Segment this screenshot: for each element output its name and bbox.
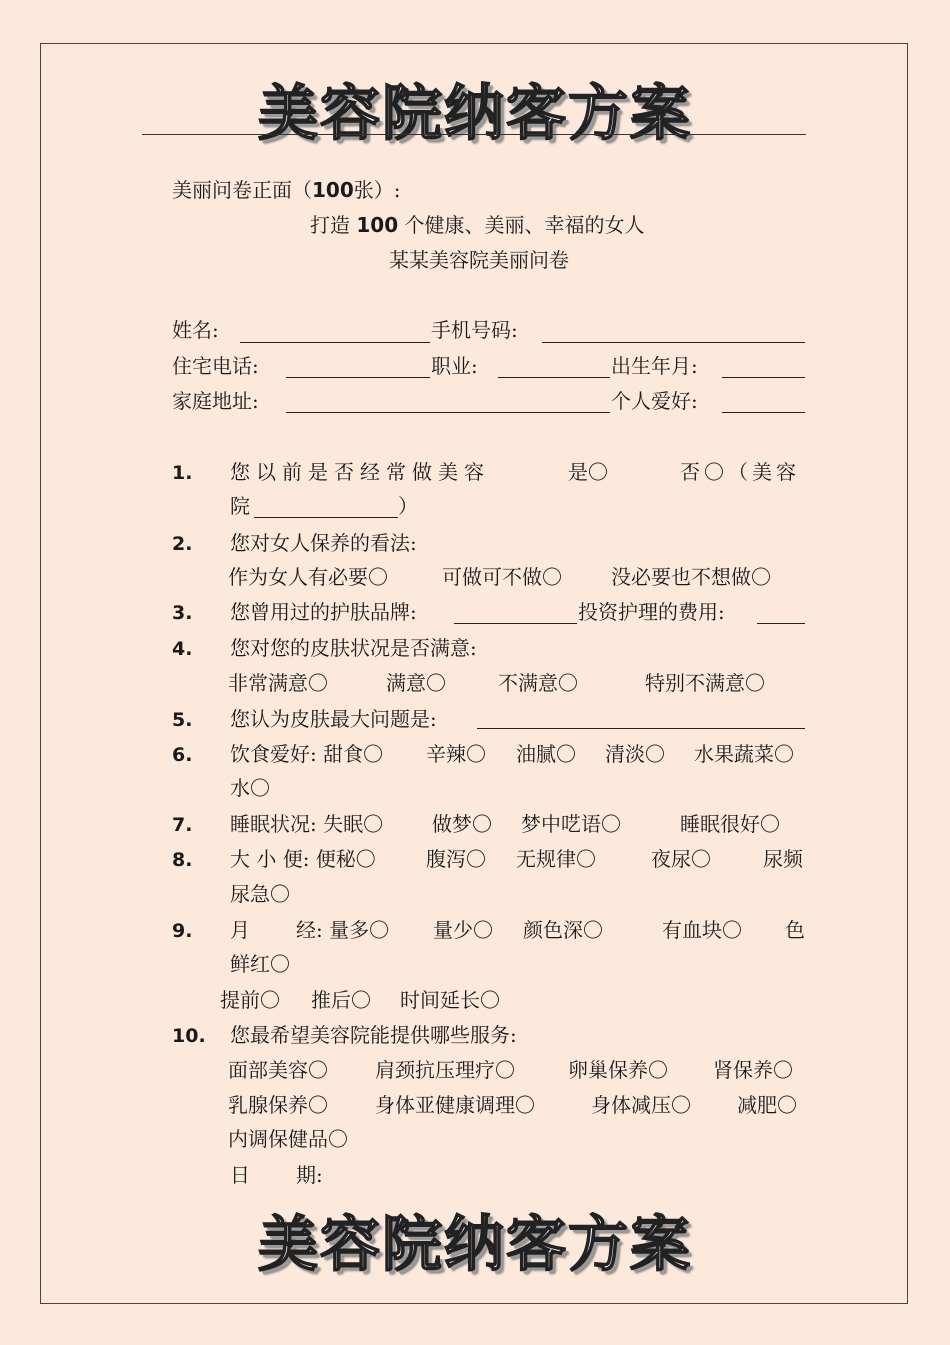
- intro-text-a: 美丽问卷正面（: [172, 178, 312, 202]
- q4-text: 您对您的皮肤状况是否满意:: [230, 636, 477, 660]
- name-field[interactable]: [240, 342, 430, 343]
- q10-number: 10.: [172, 1025, 206, 1047]
- q4-option-4[interactable]: 特别不满意〇: [645, 671, 765, 695]
- q6-text[interactable]: 饮食爱好: 甜食〇: [230, 742, 384, 766]
- q9-text[interactable]: 经: 量多〇: [296, 918, 390, 942]
- slogan: [310, 213, 644, 237]
- job-label: 职业:: [431, 354, 478, 378]
- date-label-a: 日: [230, 1163, 250, 1187]
- birth-field[interactable]: [722, 377, 805, 378]
- q8-option-nocturia[interactable]: 夜尿〇: [651, 847, 711, 871]
- q10-option-subhealth[interactable]: 身体亚健康调理〇: [375, 1093, 535, 1117]
- q6-option-greasy[interactable]: 油腻〇: [516, 742, 576, 766]
- q10-option-stress[interactable]: 身体减压〇: [591, 1093, 691, 1117]
- q9-option-clots[interactable]: 有血块〇: [662, 918, 742, 942]
- q10-option-ovary[interactable]: 卵巢保养〇: [568, 1058, 668, 1082]
- q5-number: 5.: [172, 709, 193, 731]
- q10-text: 您最希望美容院能提供哪些服务:: [230, 1023, 517, 1047]
- q7-option-talk[interactable]: 梦中呓语〇: [521, 812, 621, 836]
- q8-option-diarrhea[interactable]: 腹泻〇: [426, 847, 486, 871]
- q3-cost-label: 投资护理的费用:: [578, 600, 725, 624]
- q8-option-frequent: 尿频: [763, 847, 803, 871]
- q8-option-irregular[interactable]: 无规律〇: [516, 847, 596, 871]
- q1-salon-field[interactable]: [254, 517, 398, 518]
- q8-option-urgent[interactable]: 尿急〇: [230, 882, 290, 906]
- q9-option-late[interactable]: 推后〇: [311, 988, 371, 1012]
- q7-number: 7.: [172, 814, 193, 836]
- birth-label: 出生年月:: [611, 354, 698, 378]
- q7-option-dream[interactable]: 做梦〇: [432, 812, 492, 836]
- q1-text: 您以前是否经常做美容: [230, 460, 490, 484]
- q8-number: 8.: [172, 849, 193, 871]
- address-field[interactable]: [286, 412, 610, 413]
- footer-title: 美容院纳客方案: [258, 1210, 692, 1280]
- mobile-field[interactable]: [542, 342, 805, 343]
- q3-number: 3.: [172, 602, 193, 624]
- hobby-label: 个人爱好:: [611, 389, 698, 413]
- q6-number: 6.: [172, 744, 193, 766]
- q2-text: 您对女人保养的看法:: [230, 531, 417, 555]
- title-underline: [142, 134, 806, 135]
- q6-option-spicy[interactable]: 辛辣〇: [426, 742, 486, 766]
- q9-option-bright-red[interactable]: 鲜红〇: [230, 952, 290, 976]
- q6-option-light[interactable]: 清淡〇: [605, 742, 665, 766]
- q9-option-dark[interactable]: 颜色深〇: [523, 918, 603, 942]
- hobby-field[interactable]: [722, 412, 805, 413]
- q10-option-neck[interactable]: 肩颈抗压理疗〇: [375, 1058, 515, 1082]
- q10-option-facial[interactable]: 面部美容〇: [228, 1058, 328, 1082]
- address-label: 家庭地址:: [172, 389, 259, 413]
- q5-answer-field[interactable]: [477, 728, 805, 729]
- q10-option-kidney[interactable]: 肾保养〇: [713, 1058, 793, 1082]
- q3-cost-field[interactable]: [757, 623, 805, 624]
- q1-continuation: 院: [230, 494, 250, 518]
- q1-number: 1.: [172, 462, 193, 484]
- date-label-b: 期:: [296, 1163, 323, 1187]
- q6-option-water[interactable]: 水〇: [230, 776, 270, 800]
- q10-option-breast[interactable]: 乳腺保养〇: [228, 1093, 328, 1117]
- q9-option-prolonged[interactable]: 时间延长〇: [400, 988, 500, 1012]
- q9-option-less[interactable]: 量少〇: [433, 918, 493, 942]
- name-label: 姓名:: [172, 318, 219, 342]
- q2-option-2[interactable]: 可做可不做〇: [442, 565, 562, 589]
- slogan-b: 个健康、美丽、幸福的女人: [404, 213, 645, 237]
- q8-text[interactable]: 大 小 便: 便秘〇: [230, 847, 376, 871]
- q1-no-option[interactable]: 否〇（美容: [680, 460, 800, 484]
- q9-color-start: 色: [785, 918, 805, 942]
- slogan-a: 打造: [310, 213, 350, 237]
- home-phone-label: 住宅电话:: [172, 354, 259, 378]
- intro-count: 100: [312, 178, 354, 202]
- q7-option-good[interactable]: 睡眠很好〇: [680, 812, 780, 836]
- q7-text[interactable]: 睡眠状况: 失眠〇: [230, 812, 384, 836]
- q2-number: 2.: [172, 533, 193, 555]
- q1-close-paren: ）: [398, 494, 418, 518]
- q3-brand-field[interactable]: [454, 623, 577, 624]
- mobile-label: 手机号码:: [431, 318, 518, 342]
- q2-option-1[interactable]: 作为女人有必要〇: [228, 565, 388, 589]
- home-phone-field[interactable]: [286, 377, 430, 378]
- job-field[interactable]: [498, 377, 610, 378]
- slogan-count: 100: [356, 213, 399, 237]
- intro-text-b: 张）:: [353, 178, 401, 202]
- q10-option-supplement[interactable]: 内调保健品〇: [228, 1127, 348, 1151]
- q10-option-slim[interactable]: 减肥〇: [737, 1093, 797, 1117]
- questionnaire-subtitle: 某某美容院美丽问卷: [389, 248, 569, 272]
- q4-number: 4.: [172, 638, 193, 660]
- q2-option-3[interactable]: 没必要也不想做〇: [611, 565, 771, 589]
- q4-option-3[interactable]: 不满意〇: [498, 671, 578, 695]
- questionnaire-intro: [172, 178, 401, 202]
- q6-option-fruit[interactable]: 水果蔬菜〇: [694, 742, 794, 766]
- q3-text: 您曾用过的护肤品牌:: [230, 600, 417, 624]
- q9-label-a: 月: [230, 918, 250, 942]
- q4-option-1[interactable]: 非常满意〇: [228, 671, 328, 695]
- q1-yes-option[interactable]: 是〇: [568, 460, 608, 484]
- q9-option-early[interactable]: 提前〇: [220, 988, 280, 1012]
- document-title: 美容院纳客方案: [258, 79, 692, 149]
- q9-number: 9.: [172, 920, 193, 942]
- q4-option-2[interactable]: 满意〇: [386, 671, 446, 695]
- q5-text: 您认为皮肤最大问题是:: [230, 707, 437, 731]
